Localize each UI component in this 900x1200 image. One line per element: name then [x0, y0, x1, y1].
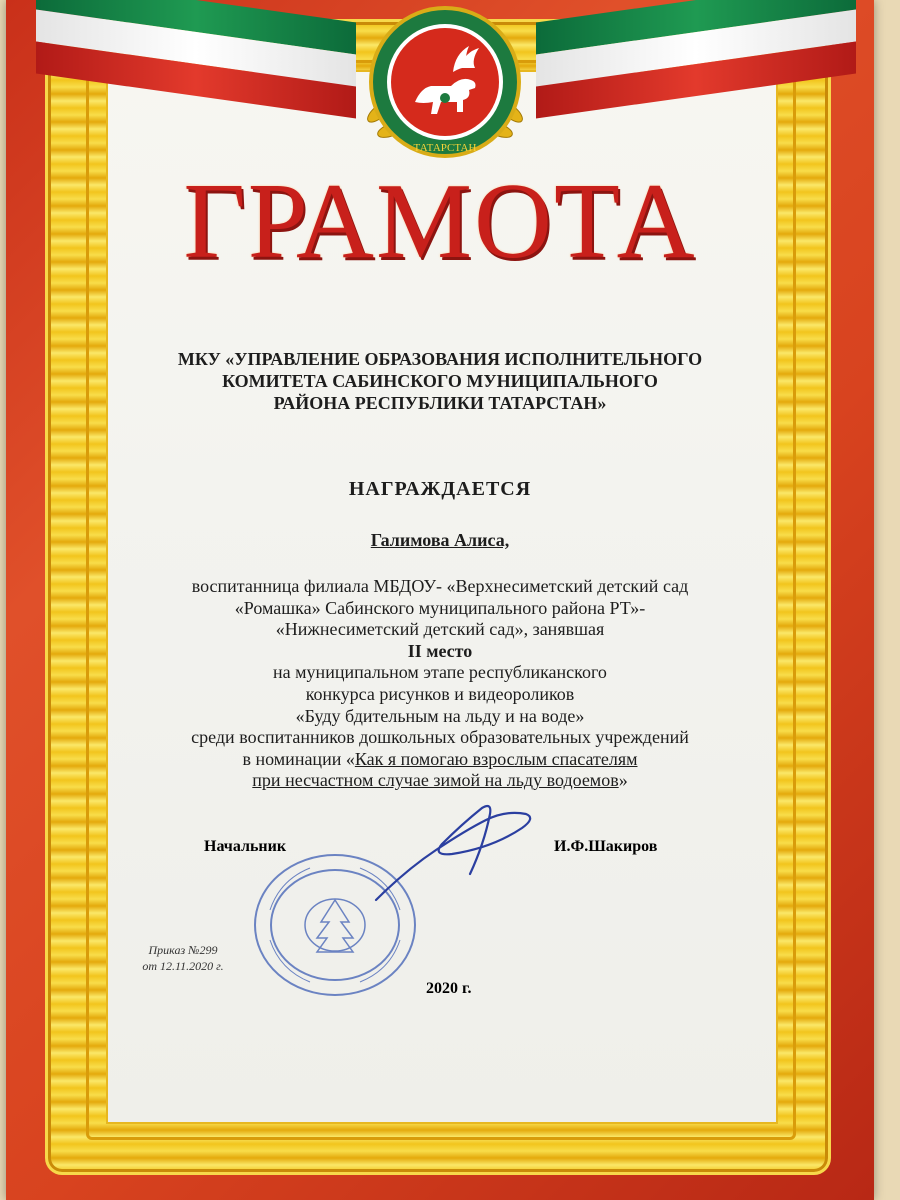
contest-name: «Буду бдительным на льду и на воде» [295, 705, 585, 726]
certificate [6, 0, 874, 1200]
details-line: конкурса рисунков и видеороликов [305, 683, 575, 704]
awarded-label: НАГРАЖДАЕТСЯ [348, 478, 532, 500]
details-line: «Нижнесиметский детский сад», занявшая [275, 619, 605, 640]
nomination-suffix: » [618, 770, 628, 791]
nomination-title-part1: Как я помогаю взрослым спасателям [354, 748, 638, 769]
nomination-line [136, 770, 744, 792]
recipient-name: Галимова Алиса, [370, 530, 510, 550]
order-note [128, 942, 238, 974]
details-line: среди воспитанников дошкольных образовательных учреждений [191, 727, 689, 748]
snow-leopard-emblem-icon [361, 2, 529, 170]
order-number: Приказ №299 [148, 943, 218, 957]
details-line: «Ромашка» Сабинского муниципального района РТ»- [234, 597, 646, 618]
handwritten-signature [366, 800, 546, 920]
issuer-line: КОМИТЕТА САБИНСКОГО МУНИЦИПАЛЬНОГО [222, 371, 658, 391]
order-date: от 12.11.2020 г. [142, 959, 224, 973]
issuer-line: РАЙОНА РЕСПУБЛИКИ ТАТАРСТАН» [273, 393, 607, 413]
issuer-line: МКУ «УПРАВЛЕНИЕ ОБРАЗОВАНИЯ ИСПОЛНИТЕЛЬНОГО [177, 349, 703, 369]
details-line: воспитанница филиала МБДОУ- «Верхнесиметский детский сад [191, 576, 689, 596]
nomination-prefix: в номинации « [242, 748, 355, 769]
certificate-title: ГРАМОТА [183, 162, 697, 281]
emblem-caption: ТАТАРСТАН [413, 142, 477, 154]
issuer-block [136, 348, 744, 414]
signatory-title: Начальник [204, 838, 287, 855]
award-place: II место [407, 640, 473, 661]
signatory-name: И.Ф.Шакиров [554, 838, 658, 855]
nomination-title-part2: при несчастном случае зимой на льду водоемов [252, 770, 619, 791]
issue-year: 2020 г. [426, 980, 472, 997]
award-details [136, 576, 744, 792]
nomination-line [136, 749, 744, 771]
details-line: на муниципальном этапе республиканского [273, 662, 607, 683]
tatarstan-emblem [361, 2, 529, 170]
